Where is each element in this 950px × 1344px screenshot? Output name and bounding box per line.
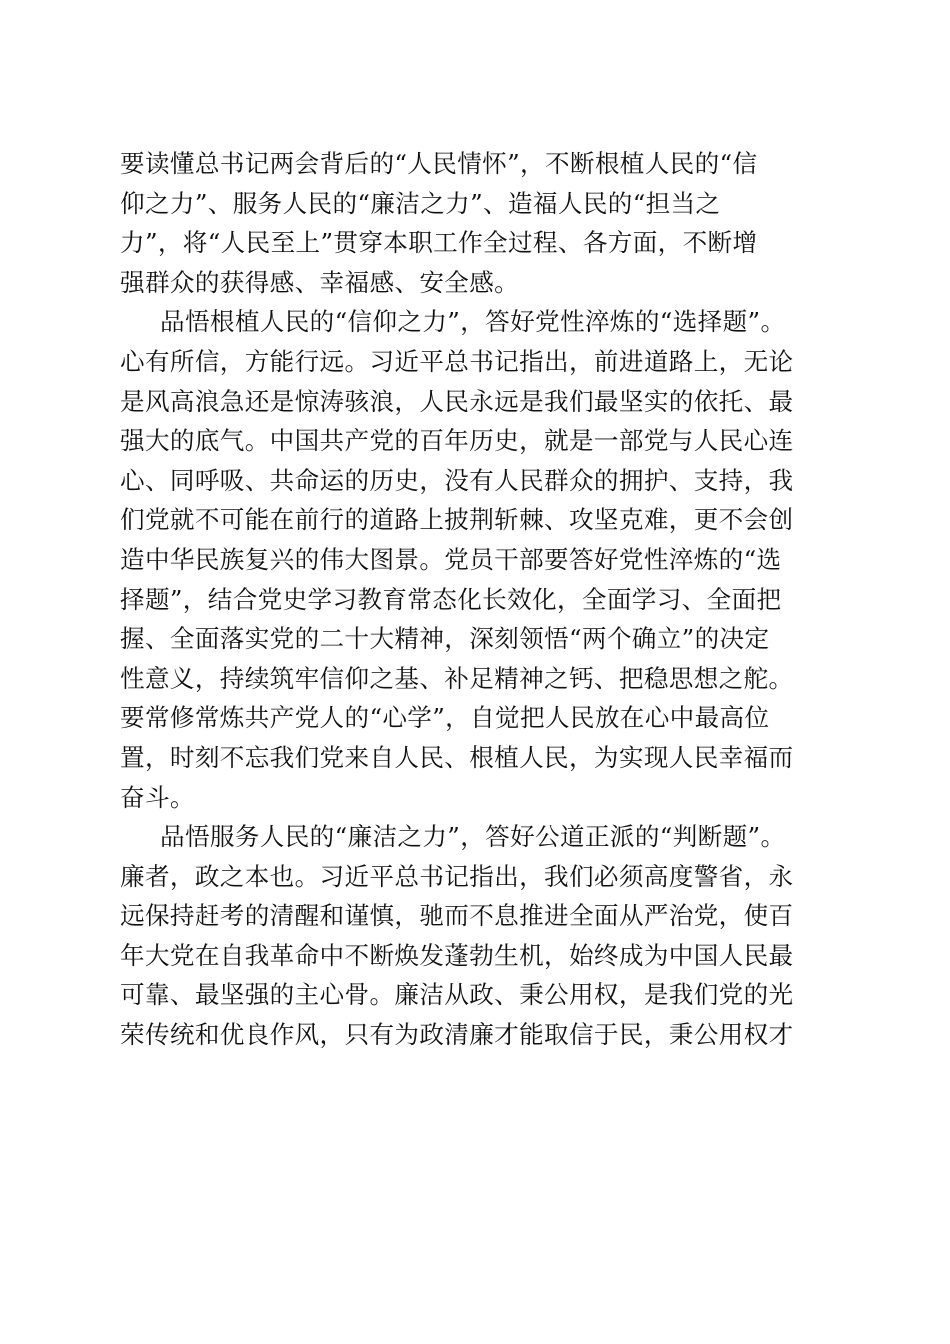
text-line: 可靠、最坚强的主心骨。廉洁从政、秉公用权，是我们党的光: [120, 980, 794, 1010]
text-line: 是风高浪急还是惊涛骇浪，人民永远是我们最坚实的依托、最: [120, 386, 794, 416]
paragraph-heading-faith: 品悟根植人民的“信仰之力”，答好党性淬炼的“选择题”。: [160, 307, 786, 337]
text-line: 握、全面落实党的二十大精神，深刻领悟“两个确立”的决定: [120, 624, 770, 654]
text-line: 性意义，持续筑牢信仰之基、补足精神之钙、把稳思想之舵。: [120, 663, 794, 693]
text-line: 远保持赶考的清醒和谨慎，驰而不息推进全面从严治党，使百: [120, 901, 794, 931]
text-line: 奋斗。: [120, 782, 195, 812]
text-line: 强大的底气。中国共产党的百年历史，就是一部党与人民心连: [120, 426, 794, 456]
text-line: 要常修常炼共产党人的“心学”，自觉把人民放在心中最高位: [120, 703, 770, 733]
text-line: 心、同呼吸、共命运的历史，没有人民群众的拥护、支持，我: [120, 465, 794, 495]
text-line: 年大党在自我革命中不断焕发蓬勃生机，始终成为中国人民最: [120, 940, 794, 970]
text-line: 心有所信，方能行远。习近平总书记指出，前进道路上，无论: [120, 346, 794, 376]
text-line: 要读懂总书记两会背后的“人民情怀”，不断根植人民的“信: [120, 149, 758, 178]
text-line: 择题”，结合党史学习教育常态化长效化，全面学习、全面把: [120, 584, 782, 614]
paragraph-heading-integrity: 品悟服务人民的“廉洁之力”，答好公道正派的“判断题”。: [160, 822, 786, 852]
text-line: 造中华民族复兴的伟大图景。党员干部要答好党性淬炼的“选: [120, 544, 782, 574]
text-line: 廉者，政之本也。习近平总书记指出，我们必须高度警省，永: [120, 861, 794, 891]
text-line: 置，时刻不忘我们党来自人民、根植人民，为实现人民幸福而: [120, 742, 794, 772]
document-body: [120, 144, 840, 1055]
text-line: 强群众的获得感、幸福感、安全感。: [120, 267, 520, 297]
text-line: 仰之力”、服务人民的“廉洁之力”、造福人民的“担当之: [120, 188, 721, 218]
text-line: 力”，将“人民至上”贯穿本职工作全过程、各方面，不断增: [120, 228, 758, 258]
text-line: 荣传统和优良作风，只有为政清廉才能取信于民，秉公用权才: [120, 1020, 794, 1050]
text-line: 们党就不可能在前行的道路上披荆斩棘、攻坚克难，更不会创: [120, 505, 794, 535]
